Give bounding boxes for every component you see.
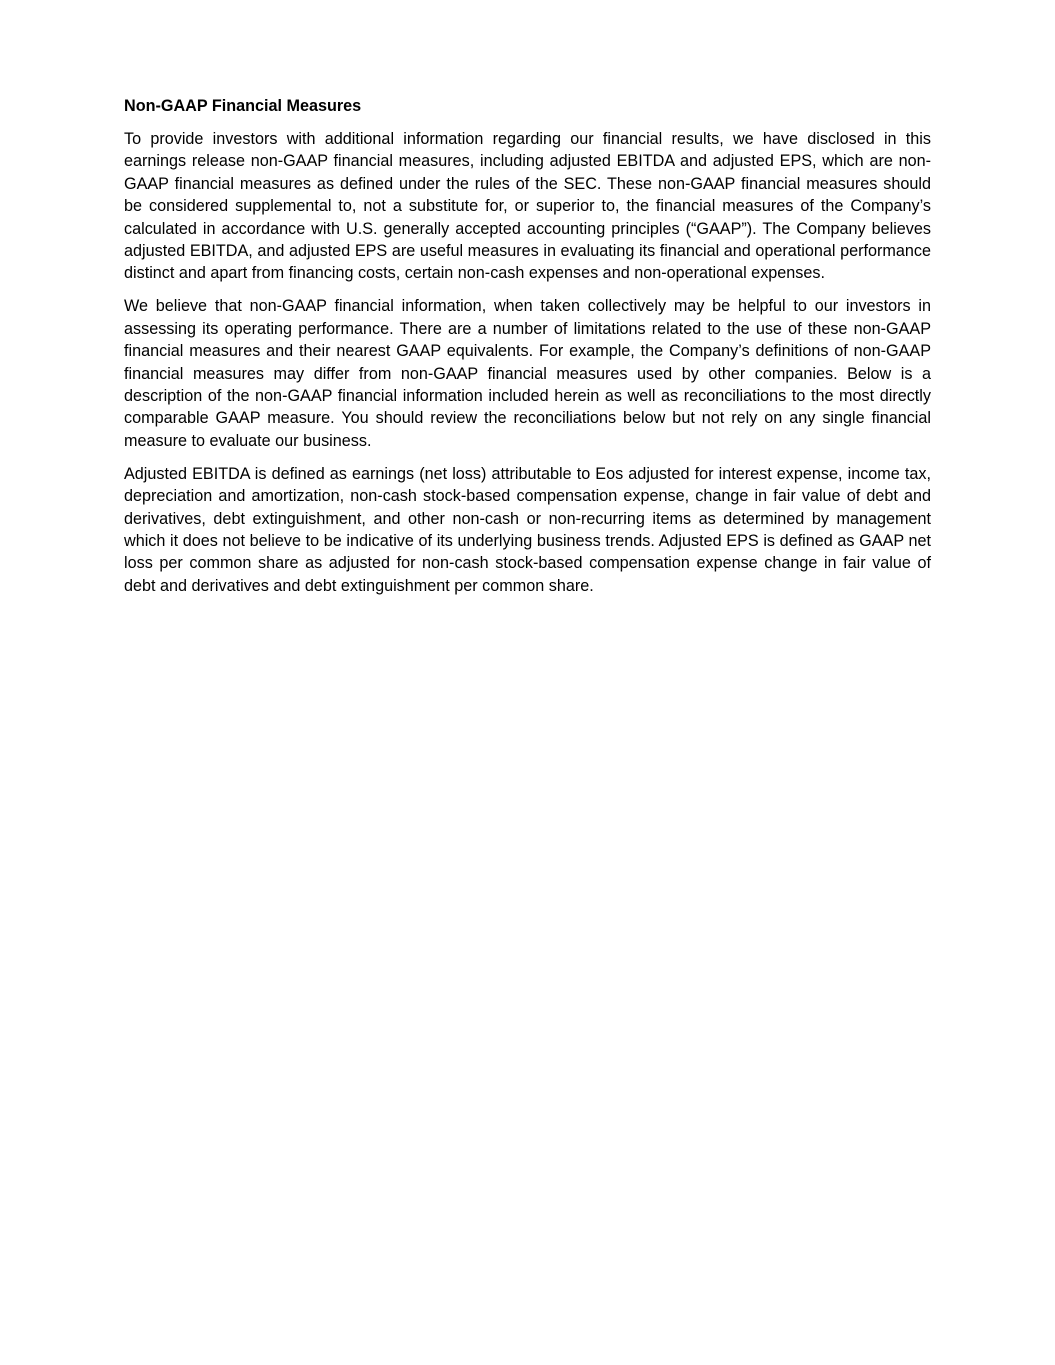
paragraph-definitions: Adjusted EBITDA is defined as earnings (net loss) attributable to Eos adjusted for interest expense, income tax, depreciation and amortization, non-cash stock-based compensation expense, change in fair value of debt and derivatives, debt extinguishment, and other non-cash or non-recurring items as determined by management which it does not believe to be indicative of its underlying business trends. Adjusted EPS is defined as GAAP net loss per common share as adjusted for non-cash stock-based compensation expense change in fair value of debt and derivatives and debt extinguishment per common share. — [124, 464, 931, 595]
section-title: Non-GAAP Financial Measures — [124, 97, 362, 115]
paragraph-limitations: We believe that non-GAAP financial information, when taken collectively may be helpful to our investors in assessing its operating performance. There are a number of limitations related to the use of these non-GAAP financial measures and their nearest GAAP equivalents. For example, the Company’s definitions of non-GAAP financial measures may differ from non-GAAP financial measures used by other companies. Below is a description of the non-GAAP financial information included herein as well as reconciliations to the most directly comparable GAAP measure. You should review the reconciliations below but not rely on any single financial measure to evaluate our business. — [124, 297, 931, 450]
document-page — [124, 95, 931, 608]
paragraph-purpose: To provide investors with additional information regarding our financial results, we have disclosed in this earnings release non-GAAP financial measures, including adjusted EBITDA and adjusted EPS, which are non-GAAP financial measures as defined under the rules of the SEC. These non-GAAP financial measures should be considered supplemental to, not a substitute for, or superior to, the financial measures of the Company’s calculated in accordance with U.S. generally accepted accounting principles (“GAAP”). The Company believes adjusted EBITDA, and adjusted EPS are useful measures in evaluating its financial and operational performance distinct and apart from financing costs, certain non-cash expenses and non-operational expenses. — [124, 130, 931, 283]
